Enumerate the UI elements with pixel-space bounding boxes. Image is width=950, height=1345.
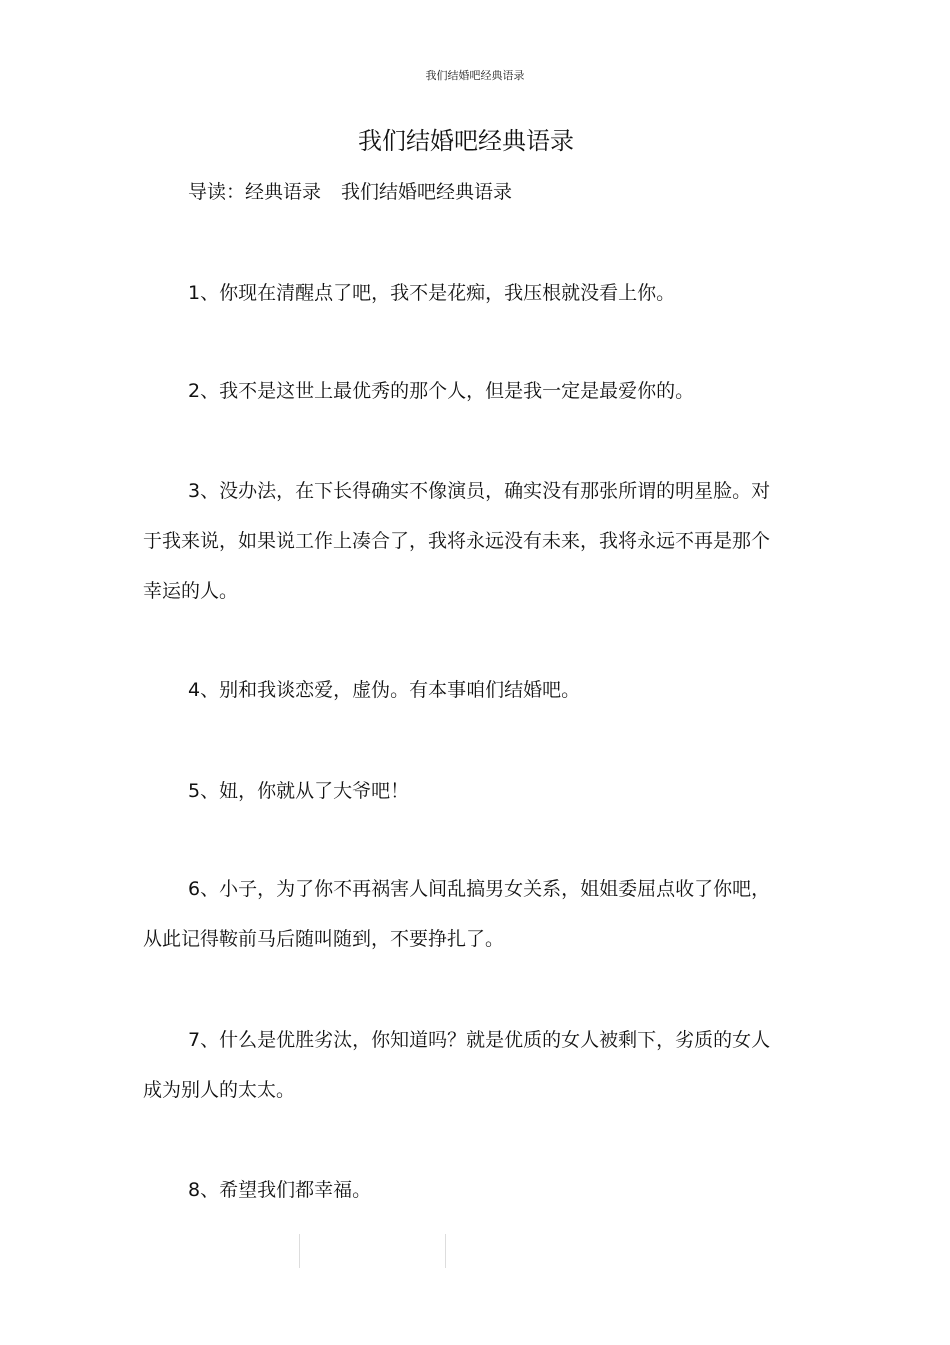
quote-paragraph-4: 4、别和我谈恋爱，虚伪。有本事咱们结婚吧。 xyxy=(188,679,581,701)
document-title: 我们结婚吧经典语录 xyxy=(358,127,574,155)
quote-paragraph-2: 2、我不是这世上最优秀的那个人，但是我一定是最爱你的。 xyxy=(188,380,695,402)
running-header: 我们结婚吧经典语录 xyxy=(425,69,525,82)
intro-subject: 我们结婚吧经典语录 xyxy=(341,181,513,203)
intro-category: 经典语录 xyxy=(245,181,322,203)
footer-divider-left xyxy=(299,1234,300,1268)
quote-paragraph-5: 5、妞，你就从了大爷吧！ xyxy=(188,780,410,802)
footer-divider-right xyxy=(445,1234,446,1268)
quote-paragraph-8: 8、希望我们都幸福。 xyxy=(188,1179,372,1201)
intro-label: 导读： xyxy=(188,181,246,203)
quote-paragraph-3: 3、没办法，在下长得确实不像演员，确实没有那张所谓的明星脸。对于我来说，如果说工作上凑合了，我将永远没有未来，我将永远不再是那个幸运的人。 xyxy=(143,480,771,602)
quote-paragraph-1: 1、你现在清醒点了吧，我不是花痴，我压根就没看上你。 xyxy=(188,282,676,304)
quote-paragraph-6: 6、小子，为了你不再祸害人间乱搞男女关系，姐姐委屈点收了你吧，从此记得鞍前马后随叫随到，不要挣扎了。 xyxy=(143,878,771,950)
quote-paragraph-7: 7、什么是优胜劣汰，你知道吗？就是优质的女人被剩下，劣质的女人成为别人的太太。 xyxy=(143,1029,771,1101)
intro-line xyxy=(188,178,512,206)
